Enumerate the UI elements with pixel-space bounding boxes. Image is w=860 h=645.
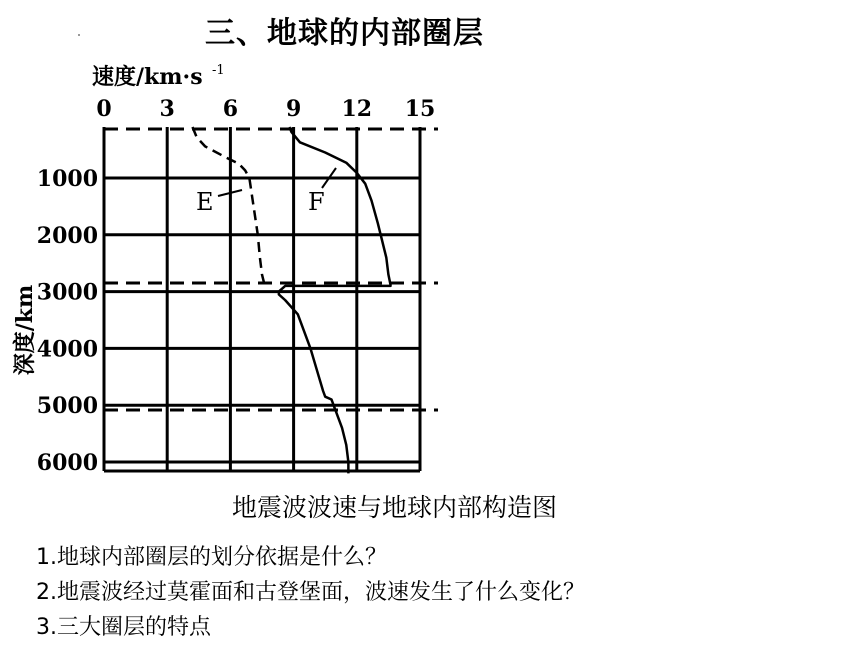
x-tick-label: 12 [341,96,373,122]
y-tick-label: 5000 [36,393,98,420]
y-tick-label: 4000 [36,336,98,363]
x-axis-label-superscript: -1 [212,63,225,78]
x-tick-label: 9 [285,96,302,122]
y-axis-label: 深度/km [12,284,38,376]
chart-caption: 地震波波速与地球内部构造图 [232,493,558,522]
x-tick-label: 3 [159,96,175,122]
x-tick-label: 15 [404,96,436,122]
x-tick-label: 6 [222,96,239,122]
series-label-f: F [308,188,325,216]
question-3: 3.三大圈层的特点 [36,615,211,640]
chart-labels [12,63,435,476]
question-2: 2.地震波经过莫霍面和古登堡面，波速发生了什么变化？ [36,580,585,605]
series-label-e: E [196,188,214,216]
y-tick-label: 6000 [36,450,98,476]
question-1: 1.地球内部圈层的划分依据是什么？ [36,545,387,570]
y-tick-label: 2000 [36,222,98,249]
page-title: 三、地球的内部圈层 [205,16,484,51]
x-tick-label: 0 [96,96,112,122]
y-tick-label: 1000 [36,166,98,192]
y-tick-label: 3000 [36,279,98,306]
x-axis-label: 速度/km·s [92,64,203,90]
chart-grid [104,127,420,471]
